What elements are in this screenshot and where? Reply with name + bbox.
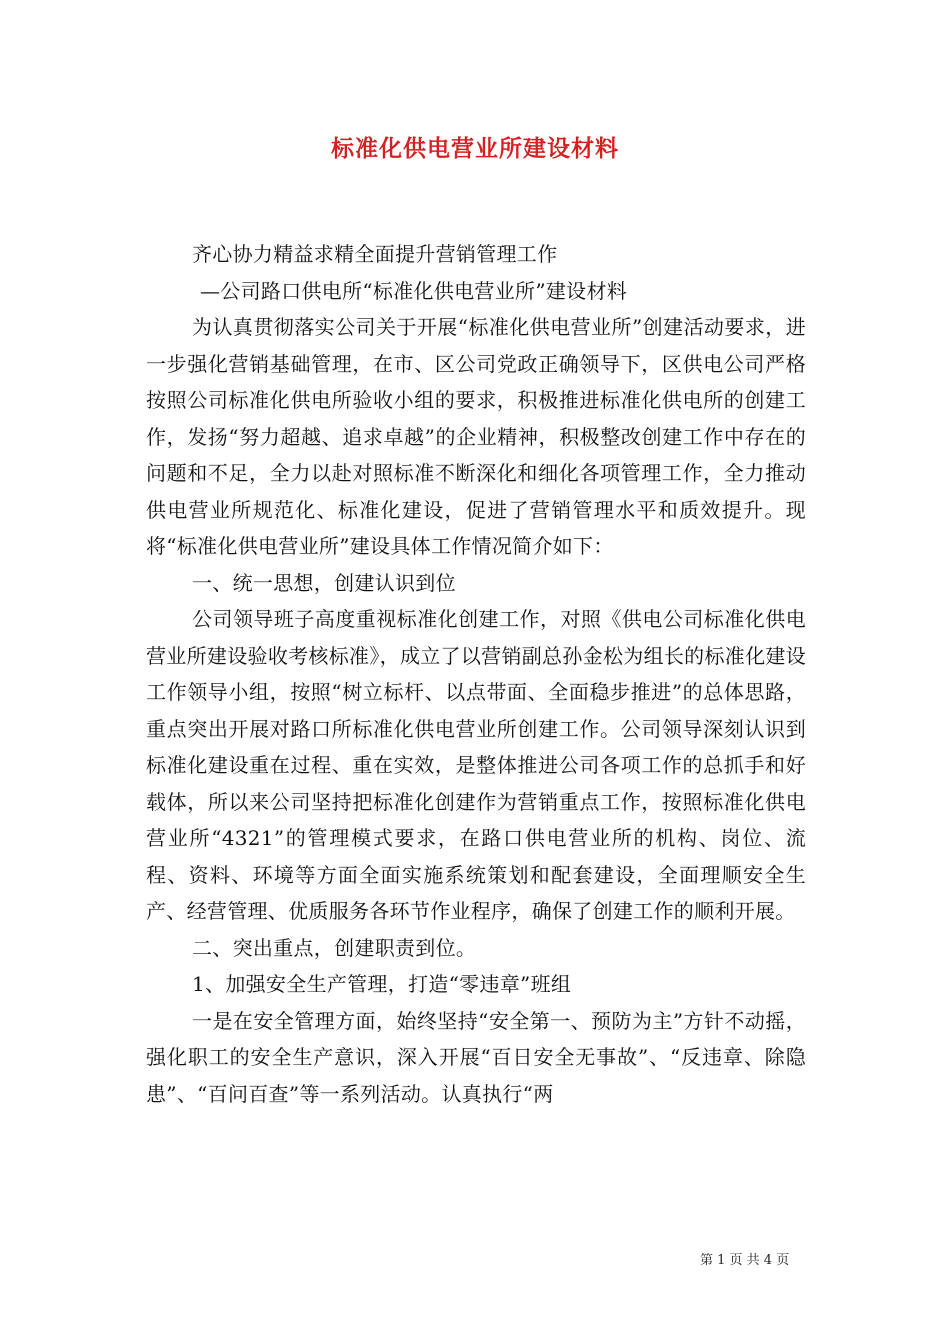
document-body <box>146 236 806 1112</box>
paragraph-safety: 一是在安全管理方面，始终坚持“安全第一、预防为主”方针不动摇，强化职工的安全生产意识，深入开展“百日安全无事故”、“反违章、除隐患”、“百问百查”等一系列活动。认真执行“两 <box>146 1008 806 1106</box>
subsection-heading-1: 1、加强安全生产管理，打造“零违章”班组 <box>192 972 572 996</box>
paragraph-heading: 齐心协力精益求精全面提升营销管理工作 <box>192 242 558 266</box>
page-number: 第 1 页 共 4 页 <box>700 1253 790 1268</box>
paragraph-section-1: 公司领导班子高度重视标准化创建工作，对照《供电公司标准化供电营业所建设验收考核标准》，成立了以营销副总孙金松为组长的标准化建设工作领导小组，按照“树立标杆、以点带面、全面稳步推进”的总体思路，重点突出开展对路口所标准化供电营业所创建工作。公司领导深刻认识到标准化建设重在过程、重在实效，是整体推进公司各项工作的总抓手和好载体，所以来公司坚持把标准化创建作为营销重点工作，按照标准化供电营业所“4321”的管理模式要求，在路口供电营业所的机构、岗位、流程、资料、环境等方面全面实施系统策划和配套建设，全面理顺安全生产、经营管理、优质服务各环节作业程序，确保了创建工作的顺利开展。 <box>146 607 806 923</box>
paragraph-subheading: —公司路口供电所“标准化供电营业所”建设材料 <box>200 278 628 303</box>
paragraph-intro: 为认真贯彻落实公司关于开展“标准化供电营业所”创建活动要求，进一步强化营销基础管理，在市、区公司党政正确领导下，区供电公司严格按照公司标准化供电所验收小组的要求，积极推进标准化供电所的创建工作，发扬“努力超越、追求卓越”的企业精神，积极整改创建工作中存在的问题和不足，全力以赴对照标准不断深化和细化各项管理工作，全力推动供电营业所规范化、标准化建设，促进了营销管理水平和质效提升。现将“标准化供电营业所”建设具体工作情况简介如下： <box>146 315 806 558</box>
document-title: 标准化供电营业所建设材料 <box>331 135 619 162</box>
section-heading-2: 二、突出重点，创建职责到位。 <box>192 935 477 960</box>
section-heading-1: 一、统一思想，创建认识到位 <box>192 570 456 595</box>
